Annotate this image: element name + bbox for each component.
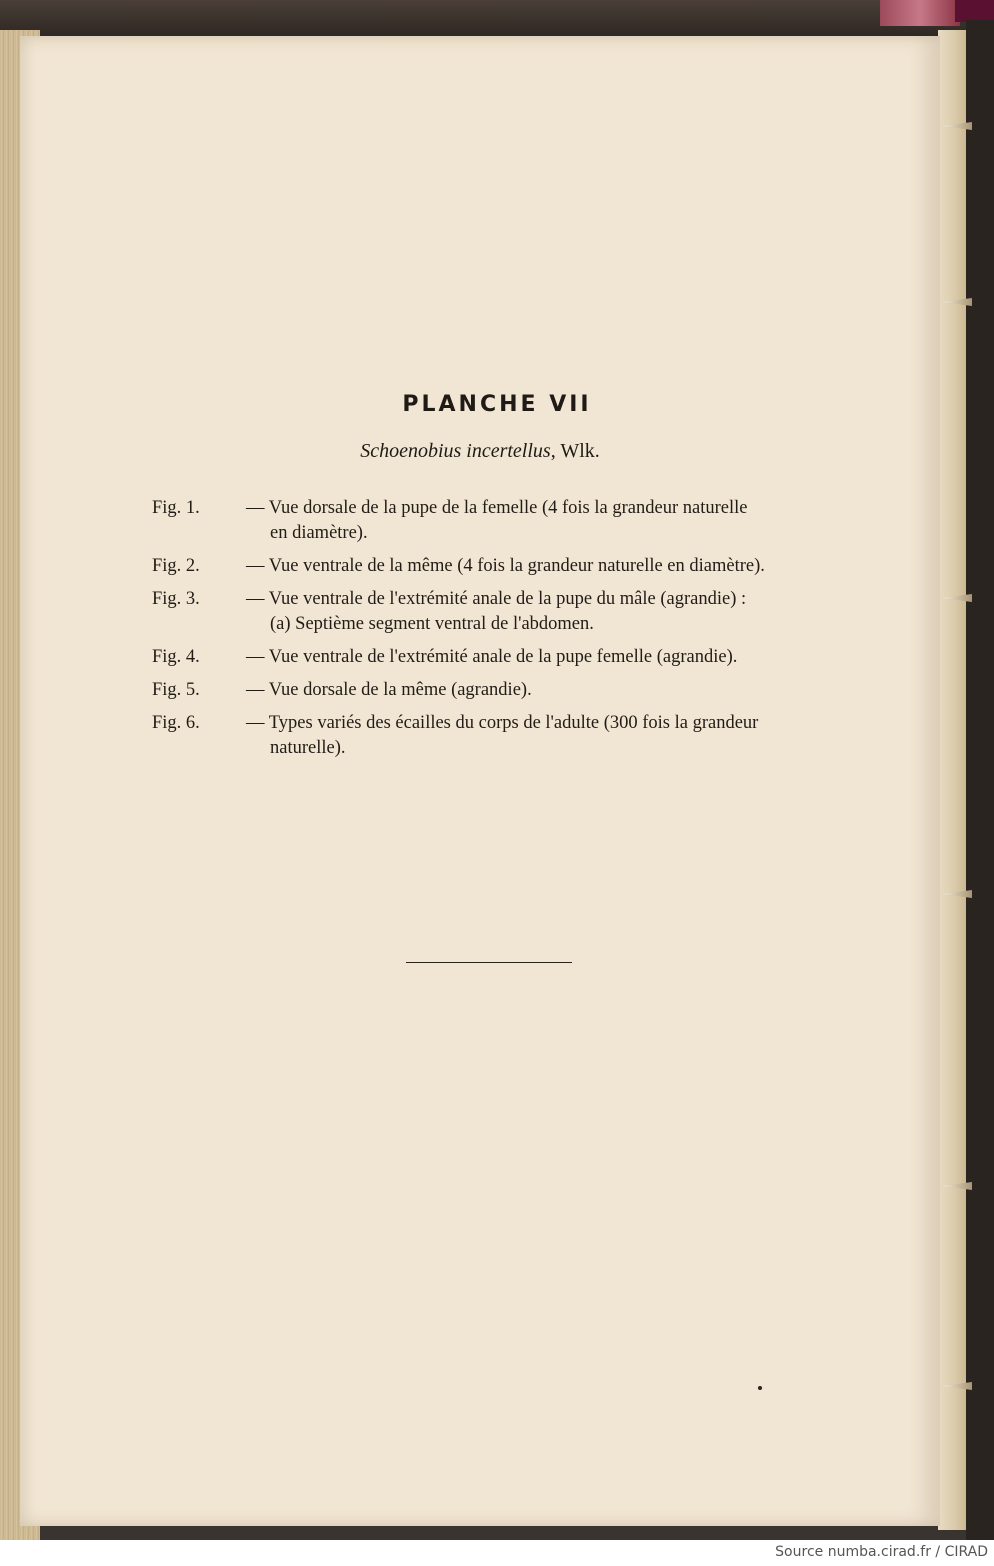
- figure-label: Fig. 3.: [152, 589, 200, 609]
- figure-legend-item: [152, 554, 822, 579]
- figure-label: Fig. 6.: [152, 713, 200, 733]
- bookmark-ribbon-dark: [955, 0, 994, 22]
- page-edge-right: [938, 30, 968, 1530]
- figure-description-continued: naturelle).: [270, 738, 346, 758]
- figure-label: Fig. 2.: [152, 556, 200, 576]
- figure-description: — Vue ventrale de la même (4 fois la grandeur naturelle en diamètre).: [246, 556, 765, 576]
- plate-subtitle: [0, 440, 960, 463]
- figure-label: Fig. 4.: [152, 647, 200, 667]
- figure-legend-item: [152, 587, 822, 637]
- figure-legend-list: [152, 496, 822, 769]
- figure-description: — Vue ventrale de l'extrémité anale de la pupe femelle (agrandie).: [246, 647, 738, 667]
- species-name: Schoenobius incertellus: [360, 440, 551, 462]
- figure-legend-item: [152, 711, 822, 761]
- figure-label: Fig. 1.: [152, 498, 200, 518]
- bookmark-ribbon: [880, 0, 960, 26]
- figure-description-continued: (a) Septième segment ventral de l'abdomen.: [270, 614, 594, 634]
- binding-top: [0, 0, 994, 38]
- section-divider: [406, 962, 572, 963]
- book-page: [20, 36, 940, 1526]
- figure-legend-item: [152, 645, 822, 670]
- plate-title: PLANCHE VII: [402, 392, 592, 417]
- figure-description: — Vue dorsale de la pupe de la femelle (4 fois la grandeur naturelle: [246, 498, 748, 518]
- figure-legend-item: [152, 496, 822, 546]
- species-author: , Wlk.: [550, 440, 600, 462]
- figure-description: — Types variés des écailles du corps de l'adulte (300 fois la grandeur: [246, 713, 759, 733]
- figure-description-continued: en diamètre).: [270, 523, 368, 543]
- figure-label: Fig. 5.: [152, 680, 200, 700]
- spine-right: [966, 20, 994, 1540]
- figure-description: — Vue dorsale de la même (agrandie).: [246, 680, 532, 700]
- ink-speck: [758, 1386, 762, 1390]
- source-credit: Source numba.cirad.fr / CIRAD: [775, 1544, 988, 1560]
- figure-description: — Vue ventrale de l'extrémité anale de la pupe du mâle (agrandie) :: [246, 589, 747, 609]
- figure-legend-item: [152, 678, 822, 703]
